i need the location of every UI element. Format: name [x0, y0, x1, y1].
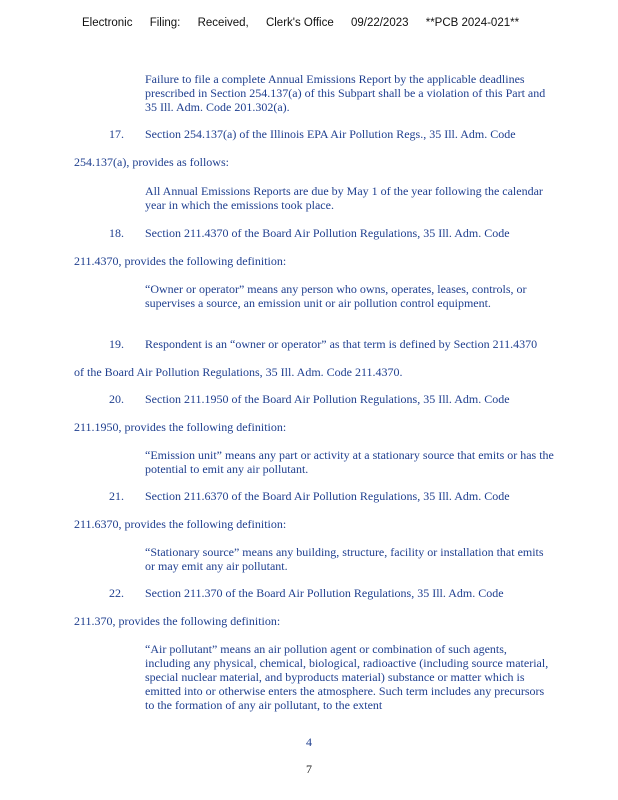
block-quote-failure: Failure to file a complete Annual Emissions Report by the applicable deadlines prescribed in Section 254.137(a) of this Subpart shall be a violation of this Part and 35 Ill. Adm. Code 201.302(a).: [145, 72, 546, 114]
para-17-number: 17.: [109, 127, 124, 141]
header-date: 09/22/2023: [350, 17, 409, 29]
para-21-number: 21.: [109, 489, 124, 503]
document-page-number: 4: [306, 735, 312, 749]
para-19-first-line: Respondent is an “owner or operator” as that term is defined by Section 211.4370: [145, 337, 538, 351]
para-20-continuation: 211.1950, provides the following definition:: [74, 420, 287, 434]
header-filing: Filing:: [149, 17, 181, 29]
header-received: Received,: [197, 17, 249, 29]
block-quote-air-pollutant: “Air pollutant” means an air pollution agent or combination of such agents, including any physical, chemical, biological, radioactive (including source material, special nuclear material, and byproducts material) substance or matter which is emitted into or otherwise enters the atmosphere. Such term includes any precursors to the formation of any air pollutant, to the extent: [145, 642, 549, 712]
block-quote-reports: All Annual Emissions Reports are due by May 1 of the year following the calendar year in which the emissions took place.: [145, 184, 543, 212]
para-19-number: 19.: [109, 337, 124, 351]
para-20-first-line: Section 211.1950 of the Board Air Pollution Regulations, 35 Ill. Adm. Code: [145, 392, 510, 406]
para-17-continuation: 254.137(a), provides as follows:: [74, 155, 229, 169]
para-20-number: 20.: [109, 392, 124, 406]
para-18-continuation: 211.4370, provides the following definition:: [74, 254, 287, 268]
block-quote-stationary-source: “Stationary source” means any building, structure, facility or installation that emits or may emit any air pollutant.: [145, 545, 544, 573]
header-docket: **PCB 2024-021**: [425, 17, 520, 29]
filing-page-number: 7: [306, 762, 312, 776]
header-electronic: Electronic: [82, 17, 133, 29]
block-quote-emission-unit: “Emission unit” means any part or activity at a stationary source that emits or has the potential to emit any air pollutant.: [145, 448, 554, 476]
para-17-first-line: Section 254.137(a) of the Illinois EPA Air Pollution Regs., 35 Ill. Adm. Code: [145, 127, 516, 141]
block-quote-owner-operator: “Owner or operator” means any person who owns, operates, leases, controls, or supervises a source, an emission unit or air pollution control equipment.: [145, 282, 527, 310]
para-21-continuation: 211.6370, provides the following definition:: [74, 517, 287, 531]
para-18-number: 18.: [109, 226, 124, 240]
header-clerks-office: Clerk's Office: [265, 17, 334, 29]
para-18-first-line: Section 211.4370 of the Board Air Pollution Regulations, 35 Ill. Adm. Code: [145, 226, 510, 240]
para-22-number: 22.: [109, 586, 124, 600]
filing-stamp-header: [82, 17, 598, 29]
para-22-first-line: Section 211.370 of the Board Air Pollution Regulations, 35 Ill. Adm. Code: [145, 586, 504, 600]
para-19-continuation: of the Board Air Pollution Regulations, 35 Ill. Adm. Code 211.4370.: [74, 365, 403, 379]
para-21-first-line: Section 211.6370 of the Board Air Pollution Regulations, 35 Ill. Adm. Code: [145, 489, 510, 503]
para-22-continuation: 211.370, provides the following definition:: [74, 614, 281, 628]
